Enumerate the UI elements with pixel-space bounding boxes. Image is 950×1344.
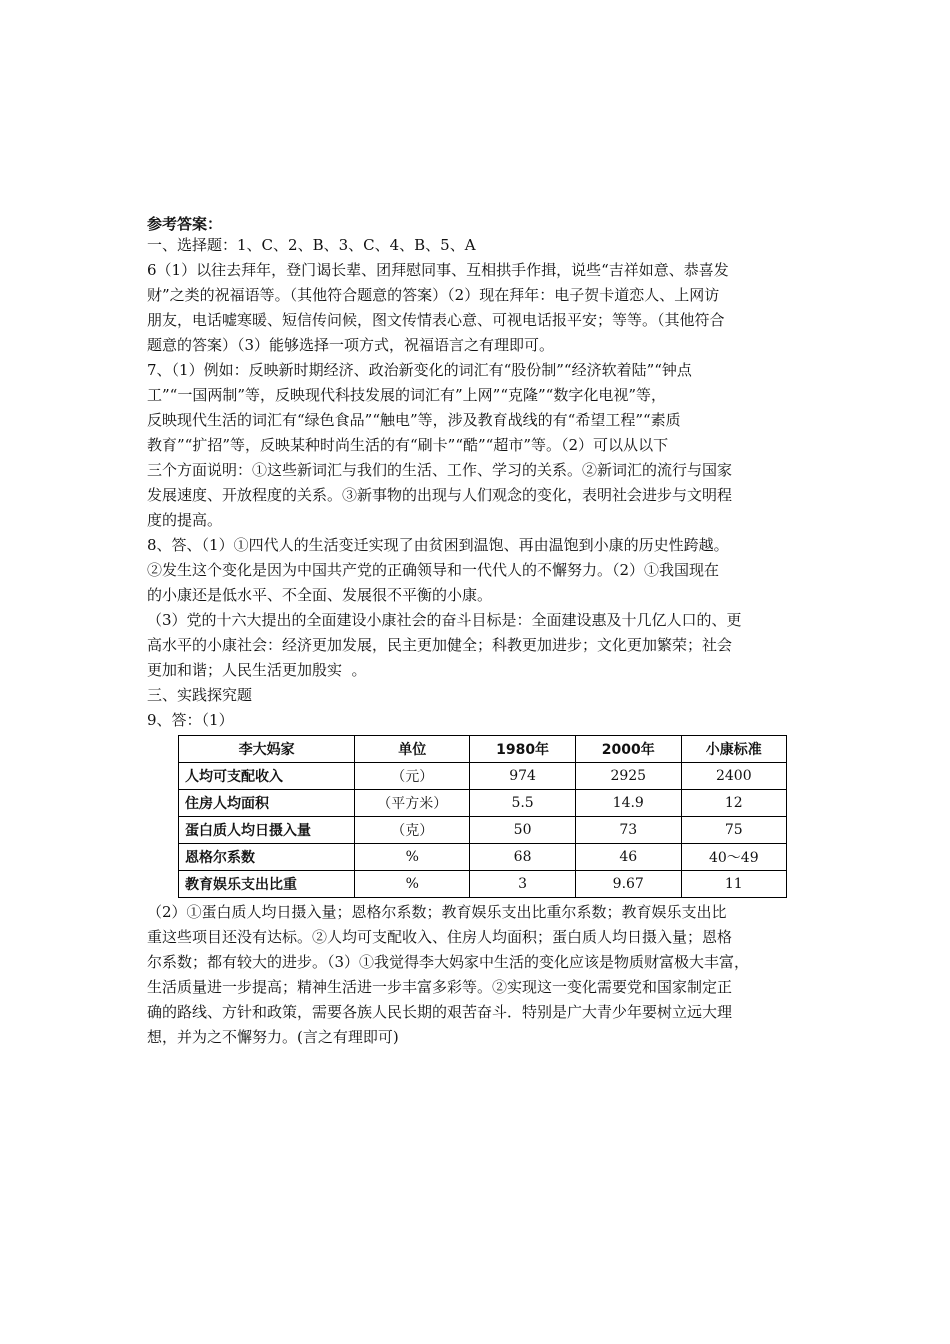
answer-section-1 bbox=[147, 233, 787, 733]
table-cell: % bbox=[355, 844, 470, 871]
table-cell: 2925 bbox=[575, 763, 681, 790]
answer-continued-line: 生活质量进一步提高；精神生活进一步丰富多彩等。②实现这一变化需要党和国家制定正 bbox=[147, 978, 733, 996]
table-header-cell: 李大妈家 bbox=[179, 736, 355, 763]
answer-section-2 bbox=[147, 900, 787, 1050]
answer-line: 6（1）以往去拜年，登门谒长辈、团拜慰同事、互相拱手作揖，说些“吉祥如意、恭喜发 bbox=[147, 261, 729, 279]
table-row-label: 教育娱乐支出比重 bbox=[179, 871, 355, 898]
table-row bbox=[179, 763, 787, 790]
table-row-label: 人均可支配收入 bbox=[179, 763, 355, 790]
answer-line: 朋友，电话嘘寒暖、短信传问候，图文传情表心意、可视电话报平安；等等。（其他符合 bbox=[147, 311, 725, 329]
answer-line: 教育”“扩招”等，反映某种时尚生活的有“刷卡”“酷”“超市”等。（2）可以从以下 bbox=[147, 436, 669, 454]
table-header-row bbox=[179, 736, 787, 763]
answer-continued-line: 确的路线、方针和政策，需要各族人民长期的艰苦奋斗．特别是广大青少年要树立远大理 bbox=[147, 1003, 733, 1021]
answer-line: 8、答、（1）①四代人的生活变迁实现了由贫困到温饱、再由温饱到小康的历史性跨越。 bbox=[147, 536, 729, 554]
answer-continued-line: 重这些项目还没有达标。②人均可支配收入、住房人均面积；蛋白质人均日摄入量；恩格 bbox=[147, 928, 733, 946]
answer-continued-line: （2）①蛋白质人均日摄入量；恩格尔系数；教育娱乐支出比重尔系数；教育娱乐支出比 bbox=[147, 903, 727, 921]
table-cell: 5.5 bbox=[470, 790, 576, 817]
living-standard-table bbox=[178, 735, 787, 898]
table-cell: 2400 bbox=[681, 763, 786, 790]
table-cell: 46 bbox=[575, 844, 681, 871]
table-cell: （元） bbox=[355, 763, 470, 790]
table-cell: 50 bbox=[470, 817, 576, 844]
table-row bbox=[179, 844, 787, 871]
answer-heading: 参考答案： bbox=[147, 215, 223, 233]
table-cell: 974 bbox=[470, 763, 576, 790]
answer-line: ②发生这个变化是因为中国共产党的正确领导和一代代人的不懈努力。（2）①我国现在 bbox=[147, 561, 720, 579]
table-cell: 75 bbox=[681, 817, 786, 844]
table-cell: 14.9 bbox=[575, 790, 681, 817]
answer-line: 工”“一国两制”等，反映现代科技发展的词汇有”上网”“克隆”“数字化电视”等， bbox=[147, 386, 667, 404]
answer-document bbox=[147, 216, 787, 1050]
table-cell: % bbox=[355, 871, 470, 898]
answer-line: 的小康还是低水平、不全面、发展很不平衡的小康。 bbox=[147, 586, 493, 604]
table-row bbox=[179, 790, 787, 817]
table-cell: 12 bbox=[681, 790, 786, 817]
answer-line: 度的提高。 bbox=[147, 511, 223, 529]
table-cell: （克） bbox=[355, 817, 470, 844]
table-cell: 73 bbox=[575, 817, 681, 844]
answer-line: 发展速度、开放程度的关系。③新事物的出现与人们观念的变化，表明社会进步与文明程 bbox=[147, 486, 733, 504]
table-row bbox=[179, 817, 787, 844]
answer-line: 高水平的小康社会：经济更加发展，民主更加健全；科教更加进步；文化更加繁荣；社会 bbox=[147, 636, 733, 654]
table-cell: （平方米） bbox=[355, 790, 470, 817]
table-row-label: 蛋白质人均日摄入量 bbox=[179, 817, 355, 844]
table-cell: 68 bbox=[470, 844, 576, 871]
table-cell: 3 bbox=[470, 871, 576, 898]
table-cell: 11 bbox=[681, 871, 786, 898]
answer-line: 财”之类的祝福语等。（其他符合题意的答案）（2）现在拜年：电子贺卡道恋人、上网访 bbox=[147, 286, 720, 304]
table-row-label: 住房人均面积 bbox=[179, 790, 355, 817]
table-cell: 9.67 bbox=[575, 871, 681, 898]
table-row bbox=[179, 871, 787, 898]
answer-continued-line: 尔系数；都有较大的进步。（3）①我觉得李大妈家中生活的变化应该是物质财富极大丰富， bbox=[147, 953, 750, 971]
table-header-cell: 2000年 bbox=[575, 736, 681, 763]
answer-line: 三、实践探究题 bbox=[147, 686, 253, 704]
answer-line: 更加和谐；人民生活更加殷实 。 bbox=[147, 661, 367, 679]
answer-line: 一、选择题：1、C、2、B、3、C、4、B、5、A bbox=[147, 236, 476, 254]
table-header-cell: 1980年 bbox=[470, 736, 576, 763]
table-cell: 40～49 bbox=[681, 844, 786, 871]
answer-line: 反映现代生活的词汇有“绿色食品”“触电”等，涉及教育战线的有“希望工程”“素质 bbox=[147, 411, 681, 429]
table-header-cell: 单位 bbox=[355, 736, 470, 763]
answer-continued-line: 想，并为之不懈努力。(言之有理即可) bbox=[147, 1028, 399, 1046]
answer-line: （3）党的十六大提出的全面建设小康社会的奋斗目标是：全面建设惠及十几亿人口的、更 bbox=[147, 611, 742, 629]
table-body bbox=[179, 763, 787, 898]
answer-line: 三个方面说明：①这些新词汇与我们的生活、工作、学习的关系。②新词汇的流行与国家 bbox=[147, 461, 733, 479]
table-header-cell: 小康标准 bbox=[681, 736, 786, 763]
answer-line: 9、答：（1） bbox=[147, 711, 234, 729]
answer-line: 7、（1）例如：反映新时期经济、政治新变化的词汇有“股份制”“经济软着陆”“钟点 bbox=[147, 361, 692, 379]
answer-line: 题意的答案）（3）能够选择一项方式，祝福语言之有理即可。 bbox=[147, 336, 555, 354]
table-row-label: 恩格尔系数 bbox=[179, 844, 355, 871]
